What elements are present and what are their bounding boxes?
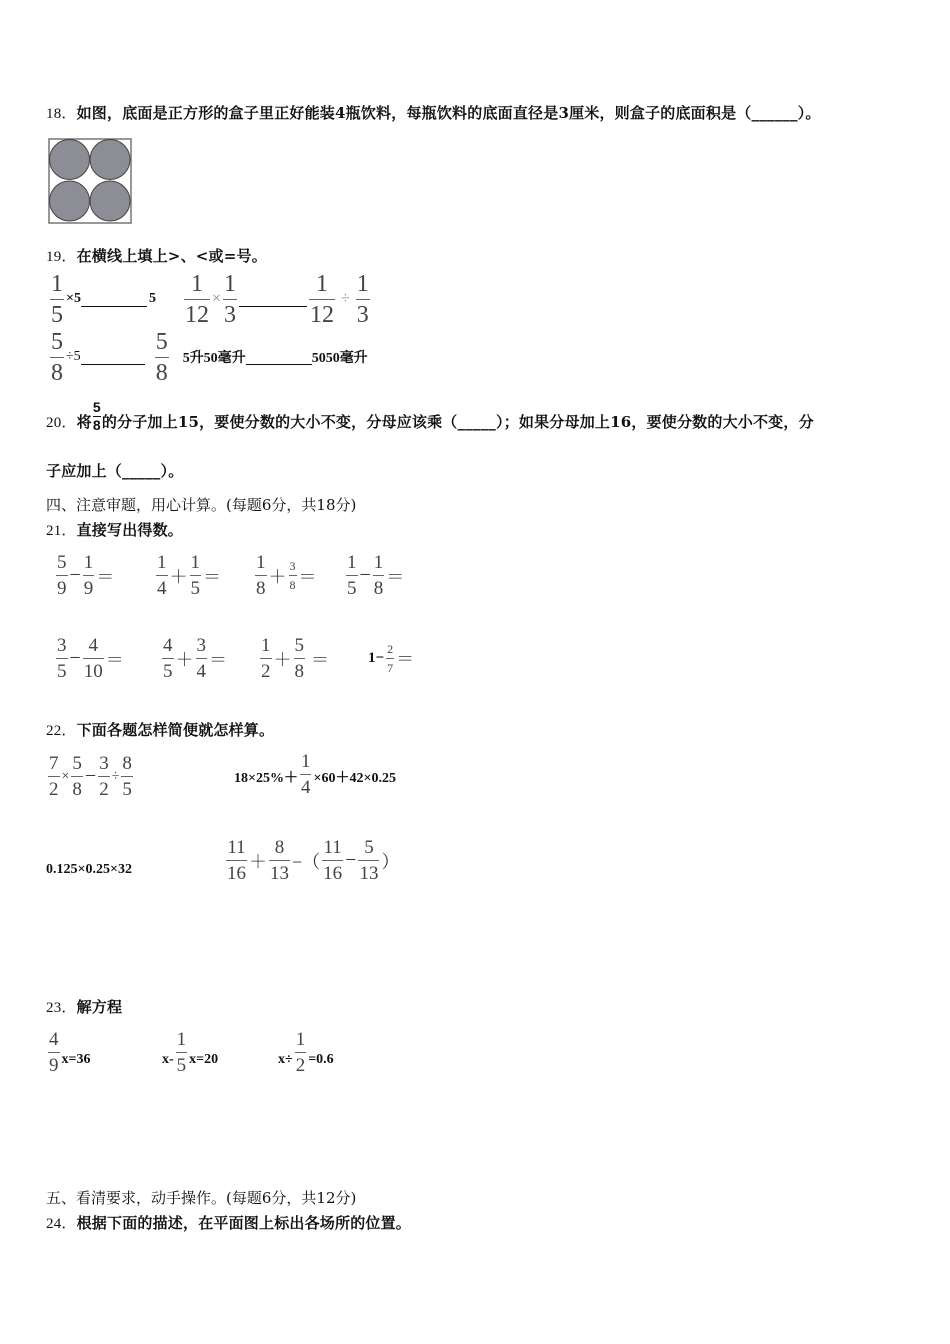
operator: ＋ <box>249 851 267 872</box>
question-text: 直接写出得数。 <box>76 521 184 539</box>
fraction-part: 11 <box>323 837 342 858</box>
fraction-part: 12 <box>309 299 335 327</box>
bottle-circle <box>50 140 90 180</box>
question-text-pre: 将 <box>76 413 92 431</box>
calc-item <box>54 553 114 598</box>
volume-left: 5升50毫升 <box>182 351 246 366</box>
fraction-part: 5 <box>72 753 82 774</box>
fraction-part: 1 <box>176 1029 187 1050</box>
fraction-part: 10 <box>83 658 104 681</box>
fraction-part: 4 <box>196 658 208 681</box>
fraction-part: 5 <box>51 328 63 355</box>
fraction-part: 2 <box>387 641 394 656</box>
fraction-part: 1 <box>261 635 271 656</box>
box-figure <box>48 138 132 224</box>
volume-right: 5050毫升 <box>311 351 368 366</box>
simplify-expr-3: 0.125×0.25×32 <box>46 862 132 877</box>
section-5-title: 五、看清要求，动手操作。(每题6分，共12分) <box>46 1189 357 1207</box>
compare-value: 5 <box>148 291 156 306</box>
fraction-part: 1 <box>51 270 63 297</box>
fraction-part: 8 <box>274 837 285 858</box>
fraction <box>295 1030 307 1075</box>
fraction <box>373 553 385 598</box>
fraction <box>93 400 101 432</box>
expr-tail: ÷5 <box>66 349 81 364</box>
equation-text: x=20 <box>189 1051 219 1067</box>
operator: ÷ <box>341 290 350 307</box>
fraction <box>358 838 379 883</box>
fraction <box>121 754 133 799</box>
fraction-part: 5 <box>162 658 174 681</box>
operator: −（ <box>292 851 321 872</box>
fraction <box>300 752 312 797</box>
equals: ＝ <box>396 649 415 669</box>
question-number: 22． <box>46 723 77 739</box>
equals: ＝ <box>105 649 124 670</box>
fraction <box>294 636 306 681</box>
fraction-part: 4 <box>156 575 168 598</box>
fraction <box>196 636 208 681</box>
calc-item <box>154 553 221 598</box>
fraction-part: 5 <box>364 837 374 858</box>
fraction <box>156 553 168 598</box>
fraction-part: 8 <box>92 417 101 433</box>
calc-item <box>368 636 414 680</box>
equals: ＝ <box>96 566 115 587</box>
fraction-part: 3 <box>289 559 296 573</box>
fraction <box>184 272 210 327</box>
fraction-part: 13 <box>269 860 290 883</box>
fraction <box>356 272 370 327</box>
question-20-cont <box>46 460 183 481</box>
fraction-part: 5 <box>56 658 68 681</box>
equals: ＝ <box>386 566 405 587</box>
question-text: 解方程 <box>76 998 123 1016</box>
fraction-part: 5 <box>190 575 202 598</box>
lead-term: 1− <box>368 649 385 666</box>
expr-tail: ×5 <box>66 291 81 306</box>
simplify-expr-2 <box>234 751 396 799</box>
operator: ＋ <box>273 649 292 670</box>
fraction-part: 8 <box>255 575 267 598</box>
fraction-part: 1 <box>157 552 167 573</box>
fraction-part: 1 <box>347 552 357 573</box>
fraction-part: 9 <box>48 1052 60 1075</box>
fraction-part: 3 <box>356 299 370 327</box>
fraction <box>386 643 394 674</box>
equation-1 <box>46 1030 90 1075</box>
fraction-part: 5 <box>346 575 358 598</box>
fraction-part: 5 <box>176 1052 188 1075</box>
fraction-part: 4 <box>49 1029 59 1050</box>
question-text: 子应加上（_____）。 <box>46 462 184 480</box>
fraction-part: 13 <box>358 860 379 883</box>
fraction-part: 1 <box>190 270 203 297</box>
fraction-part: 12 <box>184 299 210 327</box>
question-number: 19． <box>46 249 77 265</box>
equation-3 <box>278 1030 334 1075</box>
answer-blank[interactable] <box>81 306 147 307</box>
fraction-part: 2 <box>98 776 110 799</box>
question-20 <box>46 392 814 432</box>
bottle-circle <box>50 181 90 221</box>
fraction-part: 1 <box>356 270 369 297</box>
operator: ） <box>381 851 400 872</box>
fraction <box>50 330 64 385</box>
fraction-part: 9 <box>56 575 68 598</box>
equation-text: x=36 <box>61 1051 91 1067</box>
fraction-part: 5 <box>92 399 101 415</box>
calc-item <box>54 636 124 681</box>
calc-item <box>253 553 317 598</box>
compare-row-1 <box>48 270 372 328</box>
question-number: 24． <box>46 1216 77 1232</box>
question-18 <box>46 102 821 123</box>
fraction-part: 1 <box>295 1029 306 1050</box>
simplify-expr-1 <box>46 754 135 799</box>
fraction-part: 4 <box>88 635 99 656</box>
equals: ＝ <box>203 566 221 587</box>
question-21 <box>46 519 183 540</box>
question-text: 下面各题怎样简便就怎样算。 <box>76 721 275 739</box>
question-22 <box>46 719 274 740</box>
equals: ＝ <box>298 566 317 587</box>
operator: × <box>61 768 70 784</box>
operator: ＋ <box>175 649 194 670</box>
fraction-part: 5 <box>155 328 168 355</box>
question-19 <box>46 245 267 266</box>
fraction <box>48 754 60 799</box>
section-4-title: 四、注意审题，用心计算。(每题6分，共18分) <box>46 496 357 514</box>
question-text: 如图，底面是正方形的盒子里正好能装4瓶饮料，每瓶饮料的底面直径是3厘米，则盒子的底面积是（______）。 <box>76 104 821 122</box>
fraction-part: 8 <box>50 357 64 385</box>
operator: − <box>69 647 81 669</box>
fraction-part: 1 <box>316 270 329 297</box>
fraction <box>269 838 290 883</box>
fraction <box>50 272 64 327</box>
equation-text: =0.6 <box>308 1051 334 1067</box>
calc-item <box>258 636 329 681</box>
operator: ÷ <box>111 768 120 784</box>
fraction-part: 1 <box>83 552 94 573</box>
operator: − <box>359 564 371 586</box>
fraction <box>309 272 335 327</box>
fraction-part: 3 <box>99 753 109 774</box>
fraction-part: 1 <box>256 552 266 573</box>
fraction <box>155 330 169 385</box>
fraction-part: 1 <box>373 552 384 573</box>
question-24 <box>46 1212 411 1233</box>
equation-text: x- <box>162 1051 174 1067</box>
calc-item <box>160 636 227 681</box>
fraction-part: 8 <box>122 753 132 774</box>
question-23 <box>46 996 122 1017</box>
calc-row-1 <box>54 553 434 603</box>
fraction-part: 1 <box>190 552 200 573</box>
fraction <box>289 560 297 591</box>
fraction-part: 8 <box>155 357 169 385</box>
fraction <box>260 636 272 681</box>
bottle-circle <box>90 140 130 180</box>
equation-text: x÷ <box>278 1051 293 1067</box>
fraction <box>56 553 68 598</box>
fraction-part: 5 <box>57 552 67 573</box>
fraction-part: 11 <box>227 837 246 858</box>
fraction <box>98 754 110 799</box>
expr-text: 18×25%＋ <box>234 770 298 786</box>
fraction-part: 1 <box>300 751 311 772</box>
fraction <box>322 838 343 883</box>
fraction-part: 3 <box>57 635 67 656</box>
operator: − <box>345 849 357 871</box>
equation-2 <box>162 1030 218 1075</box>
fraction <box>71 754 83 799</box>
fraction-part: 4 <box>163 635 173 656</box>
fraction-part: 16 <box>226 860 247 883</box>
fraction-part: 2 <box>260 658 272 681</box>
fraction-part: 2 <box>295 1052 307 1075</box>
fraction-part: 8 <box>289 575 297 591</box>
fraction <box>226 838 247 883</box>
four-bottles-diagram <box>48 138 132 224</box>
fraction-part: 4 <box>300 774 312 797</box>
question-text: 的分子加上15，要使分数的大小不变，分母应该乘（_____）；如果分母加上16，要使分数的大小不变，分 <box>101 413 814 431</box>
answer-blank[interactable] <box>246 364 312 365</box>
fraction-part: 5 <box>294 635 304 656</box>
operator: × <box>211 290 222 307</box>
fraction <box>56 636 68 681</box>
calc-row-2 <box>54 636 454 686</box>
fraction <box>223 272 237 327</box>
equals: ＝ <box>311 649 329 670</box>
question-text: 在横线上填上>、<或=号。 <box>76 247 267 265</box>
compare-row-2 <box>48 328 368 386</box>
expr-text: ×60＋42×0.25 <box>313 770 396 786</box>
fraction-part: 3 <box>196 635 206 656</box>
simplify-expr-4 <box>224 838 399 883</box>
equals: ＝ <box>209 649 227 670</box>
fraction-part: 8 <box>71 776 83 799</box>
fraction-part: 8 <box>294 658 306 681</box>
fraction-part: 3 <box>223 299 237 327</box>
fraction-part: 2 <box>48 776 60 799</box>
fraction <box>255 553 267 598</box>
fraction <box>346 553 358 598</box>
fraction <box>162 636 174 681</box>
fraction-part: 5 <box>121 776 133 799</box>
fraction <box>83 636 104 681</box>
fraction <box>176 1030 188 1075</box>
fraction-part: 1 <box>224 270 237 297</box>
calc-item <box>344 553 404 598</box>
operator: ＋ <box>268 566 287 587</box>
fraction <box>190 553 202 598</box>
question-number: 18． <box>46 106 77 122</box>
fraction-part: 7 <box>386 658 394 674</box>
question-text: 根据下面的描述，在平面图上标出各场所的位置。 <box>76 1214 412 1232</box>
fraction-part: 8 <box>373 575 385 598</box>
operator: − <box>84 765 97 787</box>
answer-blank[interactable] <box>239 306 307 307</box>
bottle-circle <box>90 181 130 221</box>
operator: − <box>69 564 81 586</box>
question-number: 23． <box>46 1000 77 1016</box>
operator: ＋ <box>169 566 188 587</box>
answer-blank[interactable] <box>81 364 145 365</box>
question-number: 20． <box>46 415 77 431</box>
fraction <box>83 553 95 598</box>
fraction-part: 5 <box>50 299 64 327</box>
fraction-part: 7 <box>49 753 59 774</box>
question-number: 21． <box>46 523 77 539</box>
fraction-part: 9 <box>83 575 95 598</box>
fraction-part: 16 <box>322 860 343 883</box>
fraction <box>48 1030 60 1075</box>
